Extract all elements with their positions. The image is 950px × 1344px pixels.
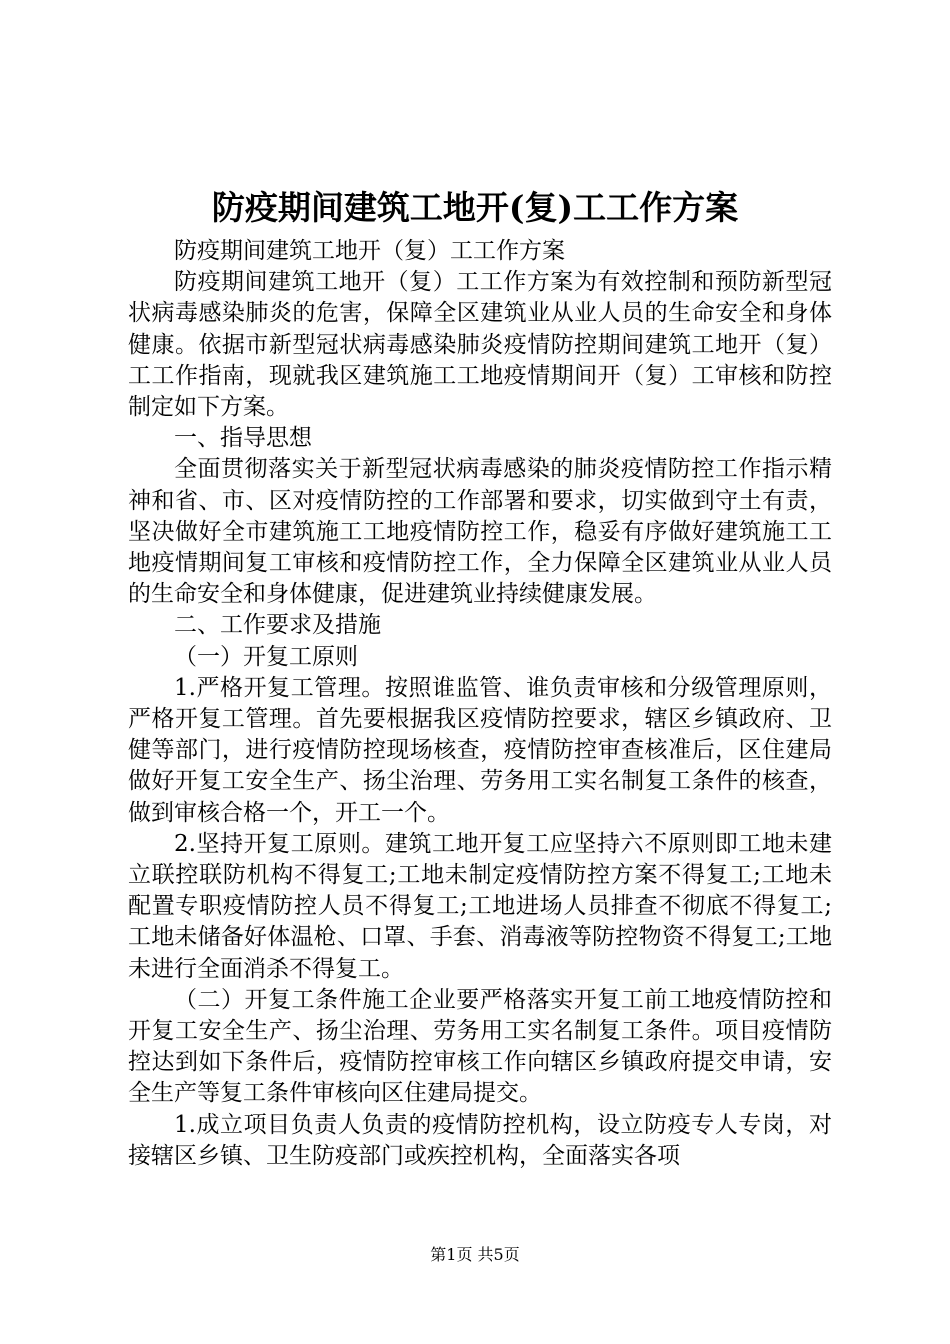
document-title: 防疫期间建筑工地开(复)工工作方案 bbox=[211, 188, 739, 227]
paragraph-intro: 防疫期间建筑工地开（复）工工作方案为有效控制和预防新型冠状病毒感染肺炎的危害，保障全区建筑业从业人员的生命安全和身体健康。依据市新型冠状病毒感染肺炎疫情防控期间建筑工地开（复）工工作指南，现就我区建筑施工工地疫情期间开（复）工审核和防控制定如下方案。 bbox=[128, 269, 832, 421]
paragraph-reopening-conditions: （二）开复工条件施工企业要严格落实开复工前工地疫情防控和开复工安全生产、扬尘治理、劳务用工实名制复工条件。项目疫情防控达到如下条件后，疫情防控审核工作向辖区乡镇政府提交申请，安全生产等复工条件审核向区住建局提交。 bbox=[128, 986, 832, 1107]
heading-requirements-measures: 二、工作要求及措施 bbox=[174, 612, 381, 639]
paragraph-subtitle: 防疫期间建筑工地开（复）工工作方案 bbox=[174, 238, 565, 264]
paragraph-condition-1: 1.成立项目负责人负责的疫情防控机构，设立防疫专人专岗，对接辖区乡镇、卫生防疫部门或疾控机构，全面落实各项 bbox=[128, 1111, 832, 1169]
heading-guiding-ideology: 一、指导思想 bbox=[174, 425, 312, 452]
paragraph-item-2: 2.坚持开复工原则。建筑工地开复工应坚持六不原则即工地未建立联控联防机构不得复工;工地未制定疫情防控方案不得复工;工地未配置专职疫情防控人员不得复工;工地进场人员排查不彻底不得复工;工地未储备好体温枪、口罩、手套、消毒液等防控物资不得复工;工地未进行全面消杀不得复工。 bbox=[128, 830, 832, 982]
document-body bbox=[128, 236, 832, 1172]
heading-reopening-principles: （一）开复工原则 bbox=[174, 643, 358, 670]
page-number-footer: 第1页 共5页 bbox=[430, 1245, 520, 1264]
paragraph-item-1: 1.严格开复工管理。按照谁监管、谁负责审核和分级管理原则，严格开复工管理。首先要根据我区疫情防控要求，辖区乡镇政府、卫健等部门，进行疫情防控现场核查，疫情防控审查核准后，区住建局做好开复工安全生产、扬尘治理、劳务用工实名制复工条件的核查，做到审核合格一个，开工一个。 bbox=[128, 674, 832, 826]
paragraph-guiding-ideology: 全面贯彻落实关于新型冠状病毒感染的肺炎疫情防控工作指示精神和省、市、区对疫情防控的工作部署和要求，切实做到守土有责，坚决做好全市建筑施工工地疫情防控工作，稳妥有序做好建筑施工工地疫情期间复工审核和疫情防控工作，全力保障全区建筑业从业人员的生命安全和身体健康，促进建筑业持续健康发展。 bbox=[128, 456, 832, 608]
